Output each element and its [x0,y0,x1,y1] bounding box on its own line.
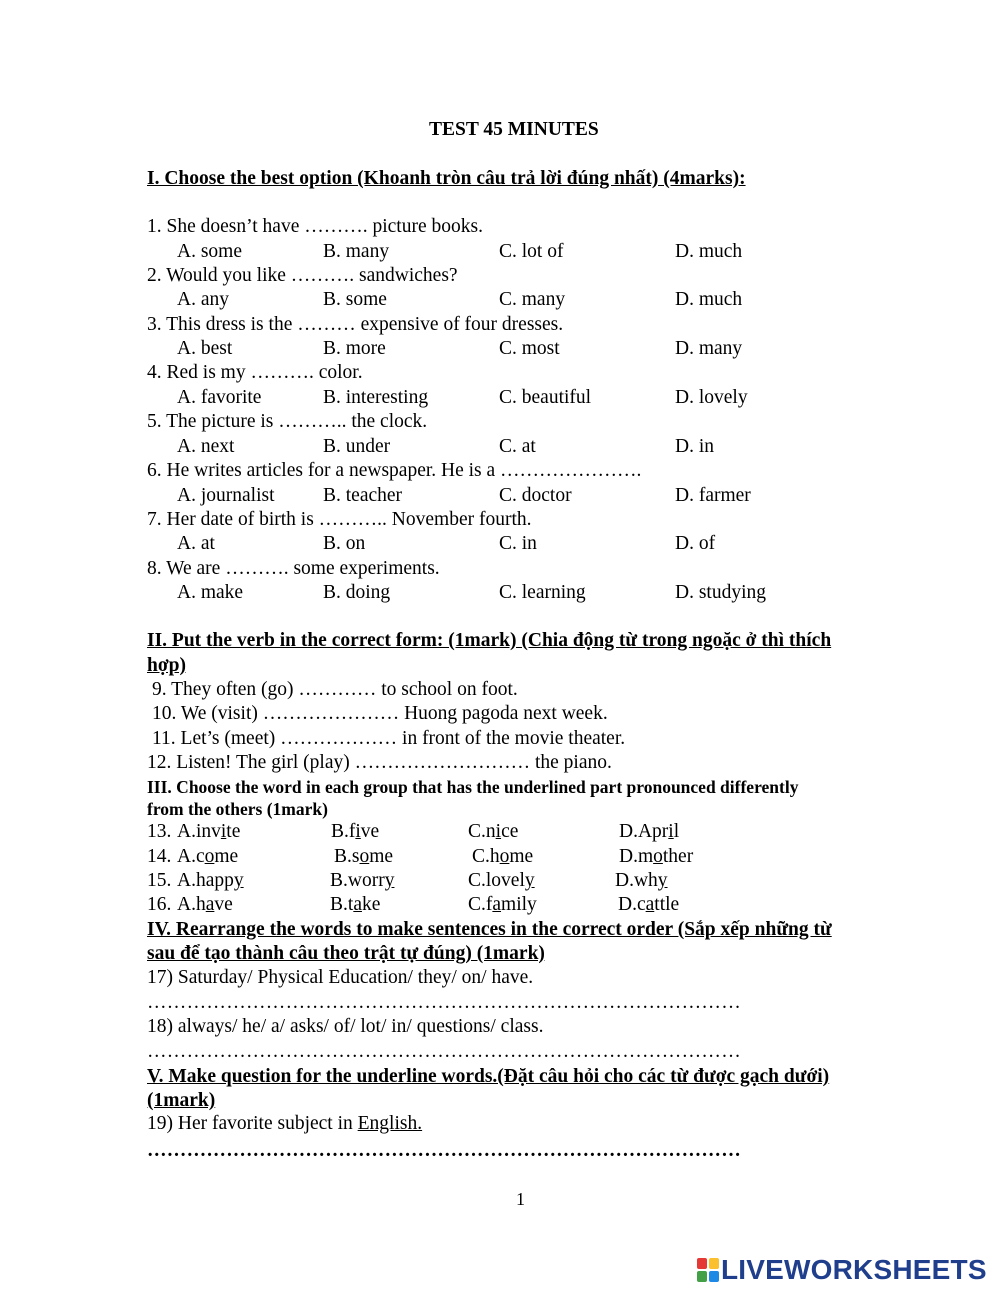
question-3: 3. This dress is the ……… expensive of four dresses. [147,313,564,335]
option-b[interactable]: B. under [323,435,391,457]
option-d[interactable]: D. lovely [675,386,748,408]
option-c[interactable]: C. at [499,435,536,457]
word-part-post: ttle [654,894,680,915]
pronunciation-number: 15. [147,870,172,891]
answer-line-19[interactable]: ……………………………………………………………………………… [147,1140,741,1161]
pronunciation-option[interactable] [468,870,535,892]
question-19-text: 19) Her favorite subject in [147,1113,358,1134]
question-9: 9. They often (go) ………… to school on foot. [152,679,518,700]
page-number: 1 [516,1189,525,1209]
pronunciation-option[interactable] [618,894,679,916]
word-part-post: ther [662,846,694,867]
word-part-pre: A.happ [177,870,234,891]
word-part-pre: B.s [334,846,360,867]
word-part-mid: a [353,894,362,915]
word-part-mid: y [524,870,535,891]
pronunciation-option[interactable] [619,846,693,868]
question-1: 1. She doesn’t have ………. picture books. [147,216,483,237]
option-d[interactable]: D. farmer [675,484,751,506]
option-b[interactable]: B. teacher [323,484,403,506]
word-part-post: te [226,821,241,842]
option-c[interactable]: C. lot of [499,240,564,262]
pronunciation-option[interactable] [330,870,394,892]
word-part-mid: y [233,870,244,891]
option-b[interactable]: B. on [323,533,366,555]
word-part-mid: o [653,846,663,867]
option-d[interactable]: D. many [675,338,743,360]
question-7: 7. Her date of birth is ……….. November fourth. [147,508,532,530]
option-b[interactable]: B. some [323,289,387,311]
pronunciation-number: 16. [147,894,172,915]
option-a[interactable]: A. favorite [177,386,262,408]
question-17: 17) Saturday/ Physical Education/ they/ on/ have. [147,967,534,988]
pronunciation-option[interactable] [330,894,380,916]
option-c[interactable]: C. in [499,533,537,555]
word-part-pre: C.h [472,846,500,867]
liveworksheets-logo [697,1253,987,1287]
answer-line-17[interactable]: ……………………………………………………………………………… [147,992,741,1013]
option-d[interactable]: D. in [675,435,714,457]
option-a[interactable]: A. next [177,435,235,457]
word-part-mid: i [668,821,674,842]
word-part-post: mily [501,894,537,915]
word-part-post: ke [361,894,381,915]
word-part-pre: A.c [177,846,205,867]
section-5-heading: V. Make question for the underline words.(Đặt câu hỏi cho các từ được gạch dưới) [147,1066,830,1087]
word-part-mid: o [499,846,510,867]
word-part-mid: i [355,821,361,842]
option-c[interactable]: C. doctor [499,484,572,506]
word-part-post: me [214,846,239,867]
question-11: 11. Let’s (meet) ……………… in front of the movie theater. [152,728,626,749]
word-part-mid: i [495,821,502,842]
pronunciation-option[interactable] [468,821,518,843]
option-a[interactable]: A. make [177,582,244,604]
word-part-mid: a [645,894,655,915]
word-part-mid: o [359,846,370,867]
pronunciation-option[interactable] [177,821,240,843]
word-part-pre: D.wh [615,870,658,891]
question-19-underlined: English. [357,1113,423,1134]
logo-block [697,1271,707,1282]
logo-block [709,1271,719,1282]
option-a[interactable]: A. journalist [177,484,275,506]
logo-block [709,1258,719,1269]
option-a[interactable]: A. any [177,289,229,311]
section-1-heading: I. Choose the best option (Khoanh tròn câu trả lời đúng nhất) (4marks): [147,168,746,189]
word-part-mid: a [492,894,502,915]
page-title: TEST 45 MINUTES [429,119,599,140]
word-part-post: l [673,821,680,842]
word-part-pre: D.Apr [619,821,669,842]
question-5: 5. The picture is ……….. the clock. [147,411,428,433]
pronunciation-option[interactable] [472,846,533,868]
word-part-pre: B.worr [330,870,385,891]
option-d[interactable]: D. much [675,240,743,262]
word-part-pre: B.f [331,821,356,842]
pronunciation-option[interactable] [334,846,393,868]
question-18: 18) always/ he/ a/ asks/ of/ lot/ in/ questions/ class. [147,1016,544,1037]
option-d[interactable]: D. of [675,533,716,555]
pronunciation-number: 14. [147,846,172,867]
word-part-pre: A.inv [177,821,221,842]
option-c[interactable]: C. learning [499,582,586,604]
option-d[interactable]: D. much [675,289,743,311]
word-part-pre: A.h [177,894,206,915]
word-part-pre: B.t [330,894,354,915]
word-part-post: me [369,846,394,867]
question-6: 6. He writes articles for a newspaper. He is a …………………. [147,460,642,481]
question-8: 8. We are ………. some experiments. [147,557,440,579]
section-2-heading: II. Put the verb in the correct form: (1mark) (Chia động từ trong ngoặc ở thì thích [147,630,832,651]
option-b[interactable]: B. more [323,338,386,360]
section-3-heading-cont: from the others (1mark) [147,799,328,819]
section-5-heading-cont: (1mark) [147,1090,216,1111]
word-part-mid: o [204,846,215,867]
question-4: 4. Red is my ………. color. [147,362,363,384]
option-a[interactable]: A. some [177,240,242,262]
question-19 [147,1113,422,1135]
option-d[interactable]: D. studying [675,582,767,604]
word-part-pre: C.n [468,821,496,842]
question-2: 2. Would you like ………. sandwiches? [147,264,458,286]
word-part-mid: a [205,894,215,915]
word-part-pre: C.f [468,894,493,915]
option-a[interactable]: A. at [177,533,215,555]
option-b[interactable]: B. doing [323,582,391,604]
pronunciation-option[interactable] [619,821,679,843]
word-part-post: me [509,846,534,867]
pronunciation-option[interactable] [177,894,233,916]
pronunciation-option[interactable] [468,894,537,916]
word-part-pre: D.c [618,894,646,915]
section-3-heading: III. Choose the word in each group that has the underlined part pronounced differently [147,777,799,797]
option-c[interactable]: C. beautiful [499,386,592,408]
option-b[interactable]: B. many [323,240,390,262]
pronunciation-option[interactable] [615,870,668,892]
logo-block [697,1258,707,1269]
word-part-post: ve [360,821,380,842]
word-part-pre: C.lovel [468,870,525,891]
pronunciation-option[interactable] [177,870,244,892]
word-part-post: ce [501,821,519,842]
logo-blocks-icon [697,1258,719,1282]
pronunciation-option[interactable] [331,821,379,843]
section-4-heading-cont: sau để tạo thành câu theo trật tự đúng) (1mark) [147,943,545,964]
option-c[interactable]: C. many [499,289,566,311]
question-12: 12. Listen! The girl (play) ……………………… the piano. [147,752,612,773]
section-4-heading: IV. Rearrange the words to make sentences in the correct order (Sắp xếp những từ [147,919,832,940]
option-b[interactable]: B. interesting [323,386,429,408]
answer-line-18[interactable]: ……………………………………………………………………………… [147,1041,741,1062]
word-part-mid: i [220,821,227,842]
word-part-pre: D.m [619,846,654,867]
question-10: 10. We (visit) ………………… Huong pagoda next week. [152,703,608,724]
word-part-post: ve [214,894,233,915]
section-2-heading-cont: hợp) [147,655,186,676]
word-part-mid: y [657,870,668,891]
word-part-mid: y [384,870,395,891]
option-c[interactable]: C. most [499,338,560,360]
pronunciation-option[interactable] [177,846,238,868]
option-a[interactable]: A. best [177,338,233,360]
logo-text: LIVEWORKSHEETS [721,1254,987,1285]
pronunciation-number: 13. [147,821,172,842]
